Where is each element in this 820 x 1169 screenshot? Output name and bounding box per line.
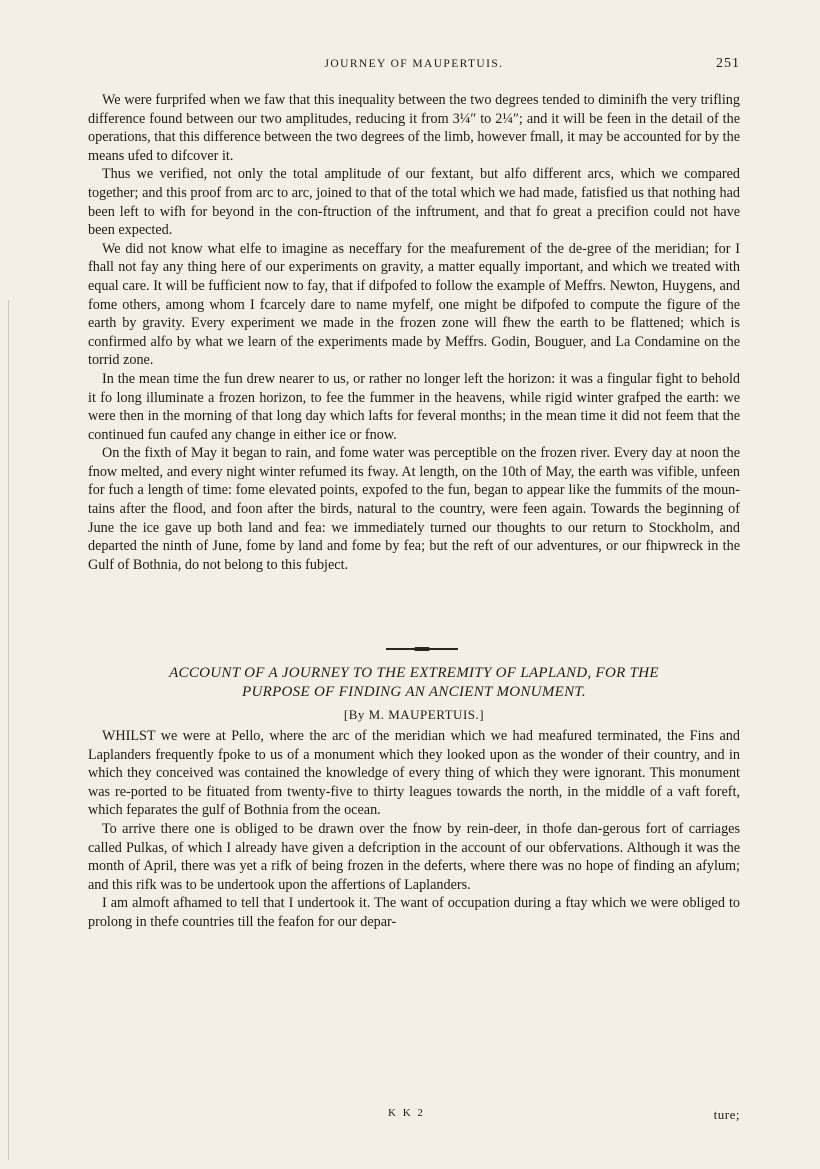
page-header bbox=[88, 58, 740, 78]
paragraph: On the fixth of May it began to rain, and fome water was perceptible on the frozen river. Every day at noon the fnow melted, and every night winter refumed its fway. At length, on the 10th of May, the earth was vifible, unfeen for fuch a length of time: fome elevated points, expofed to the fun, began to appear like the fummits of the moun-tains after the flood, and foon after the birds, natural to the country, were feen again. Towards the beginning of June the ice gave up both land and fea: we immediately turned our thoughts to our return to Stockholm, and departed the ninth of June, fome by land and fome by fea; but the reft of our adventures, or our fhipwreck in the Gulf of Bothnia, do not belong to this fubject. bbox=[88, 445, 740, 573]
paragraph: WHILST we were at Pello, where the arc of the meridian which we had meafured terminated, the Fins and Laplanders frequently fpoke to us of a monument which they looked upon as the wonder of their country, and in which they conceived was contained the knowledge of every thing of which they were ignorant. This monument was re-ported to be fituated from twenty-five to thirty leagues towards the north, in the middle of a vaft foreft, which feparates the gulf of Bothnia from the ocean. bbox=[88, 728, 740, 819]
page-number: 251 bbox=[716, 56, 740, 71]
catchword: ture; bbox=[713, 1107, 740, 1122]
section-title: ACCOUNT OF A JOURNEY TO THE EXTREMITY OF LAPLAND, FOR THE PURPOSE OF FINDING AN ANCIENT MONUMENT. bbox=[169, 665, 659, 700]
paragraph: We did not know what elfe to imagine as neceffary for the meafurement of the de-gree of the meridian; for I fhall not fay any thing here of our experiments on gravity, a matter equally important, and which we treated with equal care. It will be fufficient now to fay, that if difpofed to follow the example of Meffrs. Newton, Huygens, and fome others, among whom I fcarcely dare to name myfelf, one might be difpofed to compute the figure of the earth by gravity. Every experiment we made in the frozen zone will fhew the earth to be flattened; which is confirmed alfo by what we learn of the experiments made by Meffrs. Godin, Bouguer, and La Condamine on the torrid zone. bbox=[88, 240, 740, 369]
body-text-top bbox=[88, 91, 740, 574]
paragraph: To arrive there one is obliged to be drawn over the fnow by rein-deer, in thofe dan-gerous fort of carriages called Pulkas, of which I already have given a defcription in the account of our obfervations. Although it was the month of April, there was yet a rifk of being frozen in the deferts, where there was no hope of finding an afylum; and this rifk was to be undertook upon the affertions of Laplanders. bbox=[88, 820, 740, 893]
running-head: JOURNEY OF MAUPERTUIS. bbox=[324, 58, 504, 70]
section-byline: [By M. MAUPERTUIS.] bbox=[343, 707, 485, 722]
paragraph: Thus we verified, not only the total amplitude of our fextant, but alfo different arcs, which we compared together; and this proof from arc to arc, joined to that of the total which we had made, fatisfied us that nothing had been left to wifh for beyond in the con-ftruction of the inftrument, and that fo great a precifion could not have been expected. bbox=[88, 166, 740, 239]
signature-mark: K K 2 bbox=[388, 1107, 425, 1119]
paragraph: In the mean time the fun drew nearer to us, or rather no longer left the horizon: it was a fingular fight to behold it fo long illuminate a frozen horizon, to fee the fummer in the heavens, while rigid winter grafped the earth: we were then in the morning of that long day which lafts for feveral months; in the mean time it did not feem that the continued fun caufed any change in either ice or fnow. bbox=[88, 370, 740, 443]
paragraph: We were furprifed when we faw that this inequality between the two degrees tended to diminifh the very trifling difference found between our two amplitudes, reducing it from 3¼″ to 2¼″; and it will be feen in the detail of the operations, that this difference between the two degrees of the limb, however fmall, it may be accounted for by the means ufed to difcover it. bbox=[88, 92, 740, 164]
paragraph: I am almoft afhamed to tell that I undertook it. The want of occupation during a ftay which we were obliged to prolong in thefe countries till the feafon for our depar- bbox=[88, 895, 740, 930]
body-text-bottom bbox=[88, 727, 740, 932]
page-footer bbox=[88, 1107, 740, 1125]
gutter-line bbox=[8, 300, 9, 1160]
section-divider bbox=[386, 648, 458, 650]
